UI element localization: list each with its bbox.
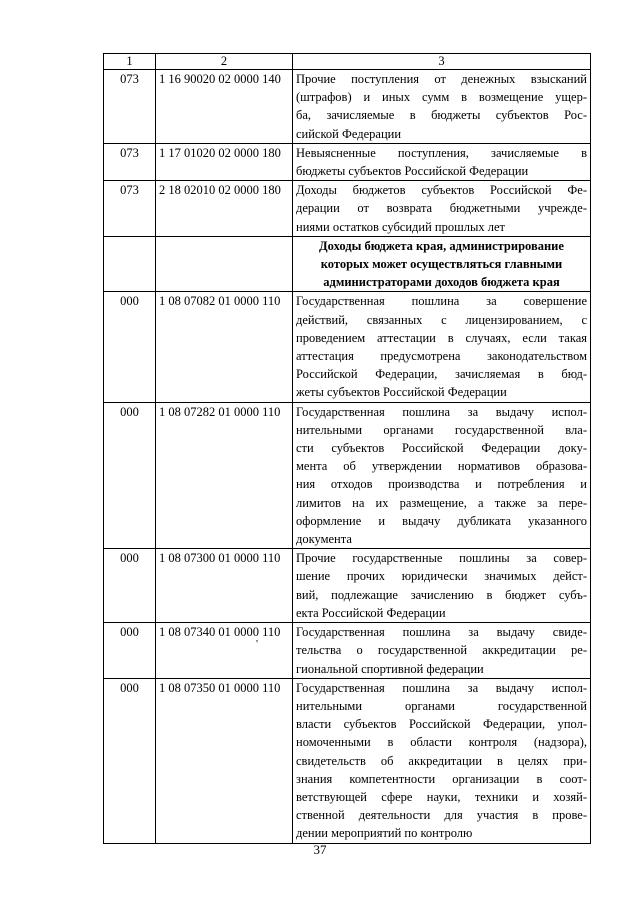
description-line: администраторами доходов бюджета края bbox=[323, 275, 560, 290]
description-line: дерации от возврата бюджетными учрежде- bbox=[296, 201, 587, 216]
admin-code-cell: 000 bbox=[104, 549, 156, 623]
revenue-code-cell: 2 18 02010 02 0000 180 bbox=[156, 181, 293, 237]
description-cell bbox=[293, 402, 591, 549]
header-col-3: 3 bbox=[293, 54, 591, 70]
admin-code-cell: 000 bbox=[104, 292, 156, 402]
description-cell bbox=[293, 181, 591, 237]
description-line: Государственная пошлина за выдачу испол- bbox=[296, 404, 587, 419]
table-row bbox=[104, 549, 591, 623]
description-line: ственной деятельности для участия в прове- bbox=[296, 808, 587, 823]
description-line: Доходы бюджетов субъектов Российской Фе- bbox=[296, 183, 587, 198]
description-line: сти субъектов Российской Федерации доку- bbox=[296, 441, 587, 456]
description-line: Государственная пошлина за выдачу испол- bbox=[296, 680, 587, 695]
header-col-1: 1 bbox=[104, 54, 156, 70]
description-cell bbox=[293, 292, 591, 402]
description-line: оформление и выдачу дубликата указанного bbox=[296, 513, 587, 528]
table-row bbox=[104, 143, 591, 180]
revenue-code-cell: 1 08 07282 01 0000 110 bbox=[156, 402, 293, 549]
table-row bbox=[104, 678, 591, 843]
description-line: (штрафов) и иных сумм в возмещение ущер- bbox=[296, 90, 587, 105]
description-line: Прочие поступления от денежных взысканий bbox=[296, 72, 587, 86]
description-line: знания компетентности организации в соот- bbox=[296, 771, 587, 786]
description-line: гиональной спортивной федерации bbox=[296, 661, 484, 676]
description-line: Российской Федерации, зачисляемая в бюд- bbox=[296, 367, 587, 382]
table-row bbox=[104, 236, 591, 292]
revenue-code-cell: 1 16 90020 02 0000 140 bbox=[156, 70, 293, 144]
description-line: вий, подлежащие зачислению в бюджет субъ- bbox=[296, 587, 587, 602]
description-line: Прочие государственные пошлины за совер- bbox=[296, 551, 587, 566]
page-number: 37 bbox=[313, 842, 327, 857]
description-cell bbox=[293, 623, 591, 679]
revenue-code-cell: 1 08 07300 01 0000 110 bbox=[156, 549, 293, 623]
description-line: сийской Федерации bbox=[296, 126, 402, 141]
description-line: нительными органами государственной вла- bbox=[296, 422, 587, 437]
description-line: власти субъектов Российской Федерации, упол- bbox=[296, 717, 587, 732]
header-row bbox=[104, 54, 591, 70]
table-body bbox=[104, 54, 591, 844]
description-line: которых может осуществляться главными bbox=[320, 257, 563, 272]
revenue-code-cell: 1 08 07350 01 0000 110 bbox=[156, 678, 293, 843]
revenue-codes-table bbox=[103, 53, 591, 844]
description-line: ба, зачисляемые в бюджеты субъектов Рос- bbox=[296, 108, 587, 123]
description-line: ветствующей сфере науки, техники и хозяй- bbox=[296, 789, 587, 804]
admin-code-cell: 073 bbox=[104, 70, 156, 144]
description-line: екта Российской Федерации bbox=[296, 605, 446, 620]
header-col-2: 2 bbox=[156, 54, 293, 70]
description-line: ниями остатков субсидий прошлых лет bbox=[296, 219, 505, 234]
description-line: мента об утверждении нормативов образова- bbox=[296, 459, 587, 474]
section-heading-cell bbox=[293, 236, 591, 292]
table-row bbox=[104, 402, 591, 549]
description-line: жеты субъектов Российской Федерации bbox=[296, 385, 507, 400]
description-line: проведением аттестации в случаях, если такая bbox=[296, 330, 587, 345]
description-line: Доходы бюджета края, администрирование bbox=[319, 238, 564, 253]
description-line: номоченными в области контроля (надзора), bbox=[296, 735, 587, 750]
revenue-code-cell: 1 17 01020 02 0000 180 bbox=[156, 143, 293, 180]
admin-code-cell: 073 bbox=[104, 143, 156, 180]
description-line: аттестация предусмотрена законодательством bbox=[296, 349, 587, 364]
description-line: дении мероприятий по контролю bbox=[296, 826, 473, 841]
description-line: нительными органами государственной bbox=[296, 698, 587, 713]
stray-mark: ' bbox=[256, 638, 258, 650]
description-line: тельства о государственной аккредитации ре- bbox=[296, 643, 587, 658]
table-row bbox=[104, 292, 591, 402]
description-cell bbox=[293, 549, 591, 623]
table-row bbox=[104, 70, 591, 144]
description-cell bbox=[293, 143, 591, 180]
description-cell bbox=[293, 70, 591, 144]
admin-code-cell bbox=[104, 236, 156, 292]
revenue-code-cell: 1 08 07340 01 0000 110 bbox=[156, 623, 293, 679]
revenue-code-cell: 1 08 07082 01 0000 110 bbox=[156, 292, 293, 402]
description-line: ния отходов производства и потребления и bbox=[296, 477, 587, 492]
description-line: Государственная пошлина за совершение bbox=[296, 294, 587, 309]
description-line: бюджеты субъектов Российской Федерации bbox=[296, 164, 529, 179]
description-line: действий, связанных с лицензированием, с bbox=[296, 312, 587, 327]
admin-code-cell: 000 bbox=[104, 678, 156, 843]
admin-code-cell: 000 bbox=[104, 402, 156, 549]
description-cell bbox=[293, 678, 591, 843]
revenue-code-cell bbox=[156, 236, 293, 292]
description-line: шение прочих юридически значимых дейст- bbox=[296, 569, 587, 584]
table-row bbox=[104, 623, 591, 679]
table-row bbox=[104, 181, 591, 237]
admin-code-cell: 000 bbox=[104, 623, 156, 679]
description-line: Невыясненные поступления, зачисляемые в bbox=[296, 145, 587, 160]
description-line: Государственная пошлина за выдачу свиде- bbox=[296, 625, 587, 640]
description-line: документа bbox=[296, 532, 352, 547]
description-line: лимитов на их размещение, а также за пере- bbox=[296, 495, 587, 510]
description-line: свидетельств об аккредитации в целях при- bbox=[296, 753, 587, 768]
admin-code-cell: 073 bbox=[104, 181, 156, 237]
